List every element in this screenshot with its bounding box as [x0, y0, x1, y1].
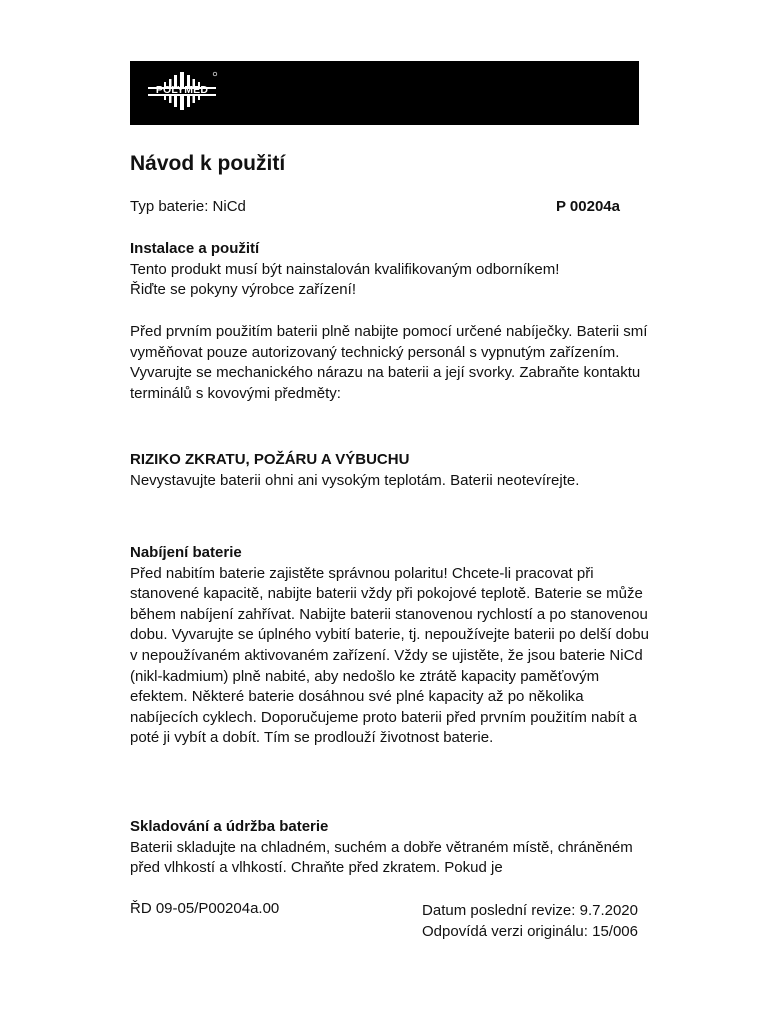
charging-heading: Nabíjení baterie [130, 544, 242, 561]
polymed-logo [144, 70, 220, 112]
risk-section [130, 450, 650, 491]
revision-info [422, 900, 638, 942]
original-version: Odpovídá verzi originálu: 15/006 [422, 923, 638, 940]
header-bar [130, 61, 639, 125]
document-id: ŘD 09-05/P00204a.00 [130, 900, 280, 917]
risk-text: Nevystavujte baterii ohni ani vysokým teplotám. Baterii neotevírejte. [130, 471, 580, 489]
battery-type-row [130, 198, 620, 218]
charging-text: Před nabitím baterie zajistěte správnou polaritu! Chcete-li pracovat při stanovené kapacitě, nabijte baterii vždy při pokojové teplotě. Baterie se může během nabíjení zahřívat. Nabijte baterii stanovenou rychlostí a po stanovenou dobu. Vyvarujte se úplného vybití baterie, tj. nepoužívejte baterii po delší dobu v nepoužívaném aktivovaném zařízení. Vždy se ujistěte, že jsou baterie NiCd (nikl-kadmium) plně nabité, aby nedošlo ke ztrátě kapacity paměťovým efektem. Některé baterie dosáhnou své plné kapacity až po několika nabíjecích cyklech. Doporučujeme proto baterii před prvním použitím nabít a poté ji vybít a dobít. Tím se prodlouží životnost baterie. [130, 564, 649, 747]
page-title: Návod k použití [130, 152, 286, 175]
revision-date: Datum poslední revize: 9.7.2020 [422, 902, 638, 919]
product-code: P 00204a [556, 198, 620, 215]
battery-type: Typ baterie: NiCd [130, 198, 246, 215]
install-paragraph: Před prvním použitím baterii plně nabijte pomocí určené nabíječky. Baterii smí vyměňovat pouze autorizovaný technický personál s vypnutým zařízením. [130, 323, 648, 361]
risk-heading: RIZIKO ZKRATU, POŽÁRU A VÝBUCHU [130, 451, 410, 468]
install-section [130, 239, 650, 301]
install-line-2: Řiďte se pokyny výrobce zařízení! [130, 281, 356, 299]
storage-section [130, 817, 650, 879]
storage-heading: Skladování a údržba baterie [130, 818, 329, 835]
storage-text: Baterii skladujte na chladném, suchém a dobře větraném místě, chráněném před vlhkostí a vlhkostí. Chraňte před zkratem. Pokud je [130, 838, 633, 877]
logo-text: POLYMED [155, 84, 209, 96]
install-details [130, 322, 650, 404]
charging-section [130, 543, 650, 749]
install-paragraph-2: Vyvarujte se mechanického nárazu na baterii a její svorky. Zabraňte kontaktu terminálů s kovovými předměty: [130, 364, 641, 402]
install-line-1: Tento produkt musí být nainstalován kvalifikovaným odborníkem! [130, 260, 560, 278]
install-heading: Instalace a použití [130, 240, 260, 257]
